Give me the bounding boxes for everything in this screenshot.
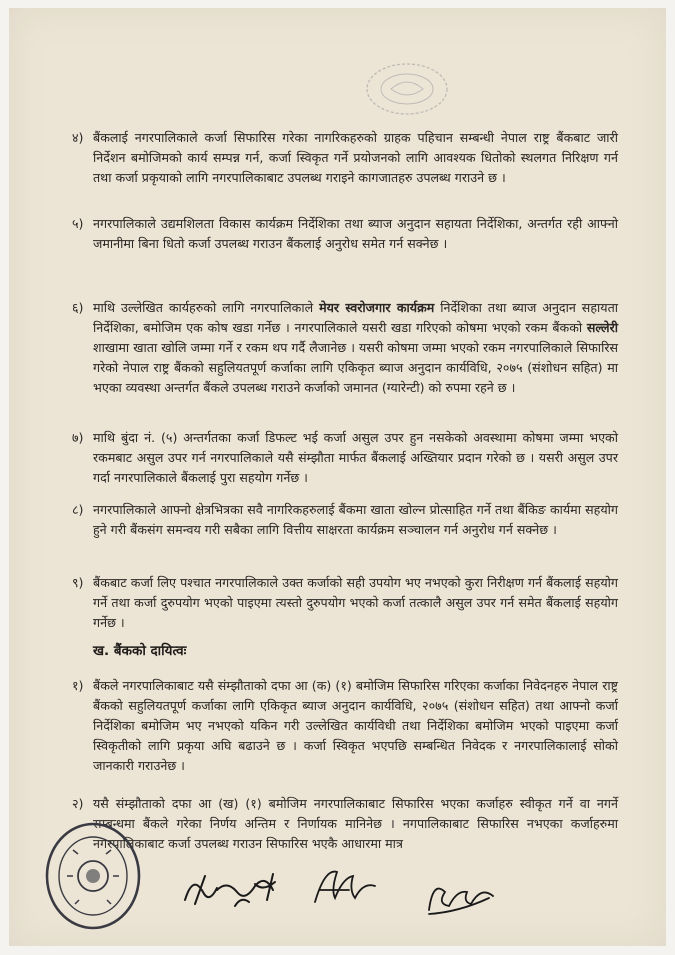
obligation-item-7: ७) माथि बुंदा नं. (५) अन्तर्गतका कर्जा डिफल्ट भई कर्जा असुल उपर हुन नसकेको अवस्थामा कोषमा जम्मा भएको रकमबाट असुल उपर गर्न नगरपालिकाले यसै संम्झौता मार्फत बैंकलाई अख्तियार प्रदान गरेको छ । यसरी असुल उपर गर्दा नगरपालिकाले बैंकलाई पुरा सहयोग गर्नेछ । [72, 430, 618, 485]
obligation-text-7: माथि बुंदा नं. (५) अन्तर्गतका कर्जा डिफल्ट भई कर्जा असुल उपर हुन नसकेको अवस्थामा कोषमा जम्मा भएको रकमबाट असुल उपर गर्न नगरपालिकाले यसै संम्झौता मार्फत बैंकलाई अख्तियार प्रदान गरेको छ । यसरी असुल उपर गर्दा नगरपालिकाले बैंकलाई पुरा सहयोग गर्नेछ । [93, 430, 618, 485]
bank-round-seal [43, 820, 143, 932]
obligation-text-8: नगरपालिकाले आफ्नो क्षेत्रभित्रका सवै नागरिकहरुलाई बैंकमा खाता खोल्न प्रोत्साहित गर्ने तथा बैंकिङ कार्यमा सहयोग हुने गरी बैंकसंग समन्वय गरी सबैका लागि वित्तीय साक्षरता कार्यक्रम सञ्चालन गर्न अनुरोध गर्न सक्नेछ । [93, 502, 618, 537]
bank-obligation-text-2: यसै संम्झौताको दफा आ (ख) (१) बमोजिम नगरपालिकाबाट सिफारिस भएका कर्जाहरु स्वीकृत गर्ने वा नगर्ने सम्बन्धमा बैंकले गरेका निर्णय अन्तिम र निर्णायक मानिनेछ । नगपालिकाबाट सिफारिस नभएका कर्जाहरुमा नगरपालिकाबाट कर्जा उपलब्ध गराउन सिफारिस भएकै आधारमा मात्र [93, 796, 618, 851]
obligation-text-4: बैंकलाई नगरपालिकाले कर्जा सिफारिस गरेका नागरिकहरुको ग्राहक पहिचान सम्बन्धी नेपाल राष्ट्र बैंकबाट जारी निर्देशन बमोजिमको कार्य सम्पन्न गर्न, कर्जा स्विकृत गर्ने प्रयोजनको लागि आवश्यक धितोको स्थलगत निरिक्षण गर्न तथा कर्जा प्रकृयाको लागि नगरपालिकाबाट उपलब्ध गराइने कागजातहरु उपलब्ध गराउने छ । [93, 130, 618, 185]
bank-obligation-text-1: बैंकले नगरपालिकाबाट यसै संम्झौताको दफा आ (क) (१) बमोजिम सिफारिस गरिएका कर्जाका निवेदनहरु नेपाल राष्ट्र बैंकको सहुलियतपूर्ण कर्जाका लागि एकिकृत ब्याज अनुदान कार्यविधि, २०७५ (संशोधन सहित) तथा आफ्नो कर्जा निर्देशिका बमोजिम भए नभएको यकिन गरी उल्लेखित कार्यविधी तथा निर्देशिका बमोजिम भएको पाइएमा कर्जा स्विकृतीको लागि प्रकृया अघि बढाउने छ । कर्जा स्विकृत भएपछि सम्बन्धित निवेदक र नगरपालिकालाई सोको जानकारी गराउनेछ । [93, 678, 618, 773]
signature-1 [177, 860, 295, 922]
bank-obligation-item-2: २) यसै संम्झौताको दफा आ (ख) (१) बमोजिम नगरपालिकाबाट सिफारिस भएका कर्जाहरु स्वीकृत गर्ने वा नगर्ने सम्बन्धमा बैंकले गरेका निर्णय अन्तिम र निर्णायक मानिनेछ । नगपालिकाबाट सिफारिस नभएका कर्जाहरुमा नगरपालिकाबाट कर्जा उपलब्ध गराउन सिफारिस भएकै आधारमा मात्र [72, 796, 618, 851]
document-page [9, 8, 666, 946]
bank-obligation-item-1: १) बैंकले नगरपालिकाबाट यसै संम्झौताको दफा आ (क) (१) बमोजिम सिफारिस गरिएका कर्जाका निवेदनहरु नेपाल राष्ट्र बैंकको सहुलियतपूर्ण कर्जाका लागि एकिकृत ब्याज अनुदान कार्यविधि, २०७५ (संशोधन सहित) तथा आफ्नो कर्जा निर्देशिका बमोजिम भए नभएको यकिन गरी उल्लेखित कार्यविधी तथा निर्देशिका बमोजिम भएको पाइएमा कर्जा स्विकृतीको लागि प्रकृया अघि बढाउने छ । कर्जा स्विकृत भएपछि सम्बन्धित निवेदक र नगरपालिकालाई सोको जानकारी गराउनेछ । [72, 678, 618, 773]
signature-3 [421, 866, 505, 920]
obligation-item-8: ८) नगरपालिकाले आफ्नो क्षेत्रभित्रका सवै नागरिकहरुलाई बैंकमा खाता खोल्न प्रोत्साहित गर्ने तथा बैंकिङ कार्यमा सहयोग हुने गरी बैंकसंग समन्वय गरी सबैका लागि वित्तीय साक्षरता कार्यक्रम सञ्चालन गर्न अनुरोध गर्न सक्नेछ । [72, 502, 618, 537]
program-name-bold: मेयर स्वरोजगार कार्यक्रम [319, 300, 435, 315]
faded-municipal-seal [361, 60, 453, 118]
obligation-item-5: ५) नगरपालिकाले उद्यमशिलता विकास कार्यक्रम निर्देशिका तथा ब्याज अनुदान सहायता निर्देशिका, अन्तर्गत रही आफ्नो जमानीमा बिना धितो कर्जा उपलब्ध गराउन बैंकलाई अनुरोध समेत गर्न सक्नेछ । [72, 216, 618, 251]
obligation-text-5: नगरपालिकाले उद्यमशिलता विकास कार्यक्रम निर्देशिका तथा ब्याज अनुदान सहायता निर्देशिका, अन्तर्गत रही आफ्नो जमानीमा बिना धितो कर्जा उपलब्ध गराउन बैंकलाई अनुरोध समेत गर्न सक्नेछ । [93, 216, 618, 251]
section-heading: ख. बैंकको दायित्वः [93, 643, 187, 659]
obligation-text-9: बैंकबाट कर्जा लिए पश्चात नगरपालिकाले उक्त कर्जाको सही उपयोग भए नभएको कुरा निरीक्षण गर्न बैंकलाई सहयोग गर्ने तथा कर्जा दुरुपयोग भएको पाइएमा त्यस्तो दुरुपयोग भएको कर्जा तत्कालै असुल उपर गर्न समेत बैंकलाई सहयोग गर्नेछ । [93, 575, 618, 630]
obligation-item-6: ६) माथि उल्लेखित कार्यहरुको लागि नगरपालिकाले मेयर स्वरोजगार कार्यक्रम निर्देशिका तथा ब्याज अनुदान सहायता निर्देशिका, बमोजिम एक कोष खडा गर्नेछ । नगरपालिकाले यसरी खडा गरिएको कोषमा भएको रकम बैंकको सल्लेरी शाखामा खाता खोलि जम्मा गर्ने र रकम थप गर्दै लैजानेछ । यसरी कोषमा जम्मा भएको रकम नगरपालिकाले सिफारिस गरेको नेपाल राष्ट्र बैंकको सहुलियतपूर्ण कर्जाका लागि एकिकृत ब्याज अनुदान कार्यविधि, २०७५ (संशोधन सहित) मा भएका व्यवस्था अन्तर्गत बैंकले उपलब्ध गराउने कर्जाको जमानत (ग्यारेन्टी) को रुपमा रहने छ । [72, 300, 619, 395]
signature-2 [309, 860, 385, 910]
obligation-item-4: ४) बैंकलाई नगरपालिकाले कर्जा सिफारिस गरेका नागरिकहरुको ग्राहक पहिचान सम्बन्धी नेपाल राष्ट्र बैंकबाट जारी निर्देशन बमोजिमको कार्य सम्पन्न गर्न, कर्जा स्विकृत गर्ने प्रयोजनको लागि आवश्यक धितोको स्थलगत निरिक्षण गर्न तथा कर्जा प्रकृयाको लागि नगरपालिकाबाट उपलब्ध गराइने कागजातहरु उपलब्ध गराउने छ । [72, 130, 618, 185]
obligation-item-9: ९) बैंकबाट कर्जा लिए पश्चात नगरपालिकाले उक्त कर्जाको सही उपयोग भए नभएको कुरा निरीक्षण गर्न बैंकलाई सहयोग गर्ने तथा कर्जा दुरुपयोग भएको पाइएमा त्यस्तो दुरुपयोग भएको कर्जा तत्कालै असुल उपर गर्न समेत बैंकलाई सहयोग गर्नेछ । [72, 575, 618, 630]
branch-name-bold: सल्लेरी [586, 320, 618, 335]
